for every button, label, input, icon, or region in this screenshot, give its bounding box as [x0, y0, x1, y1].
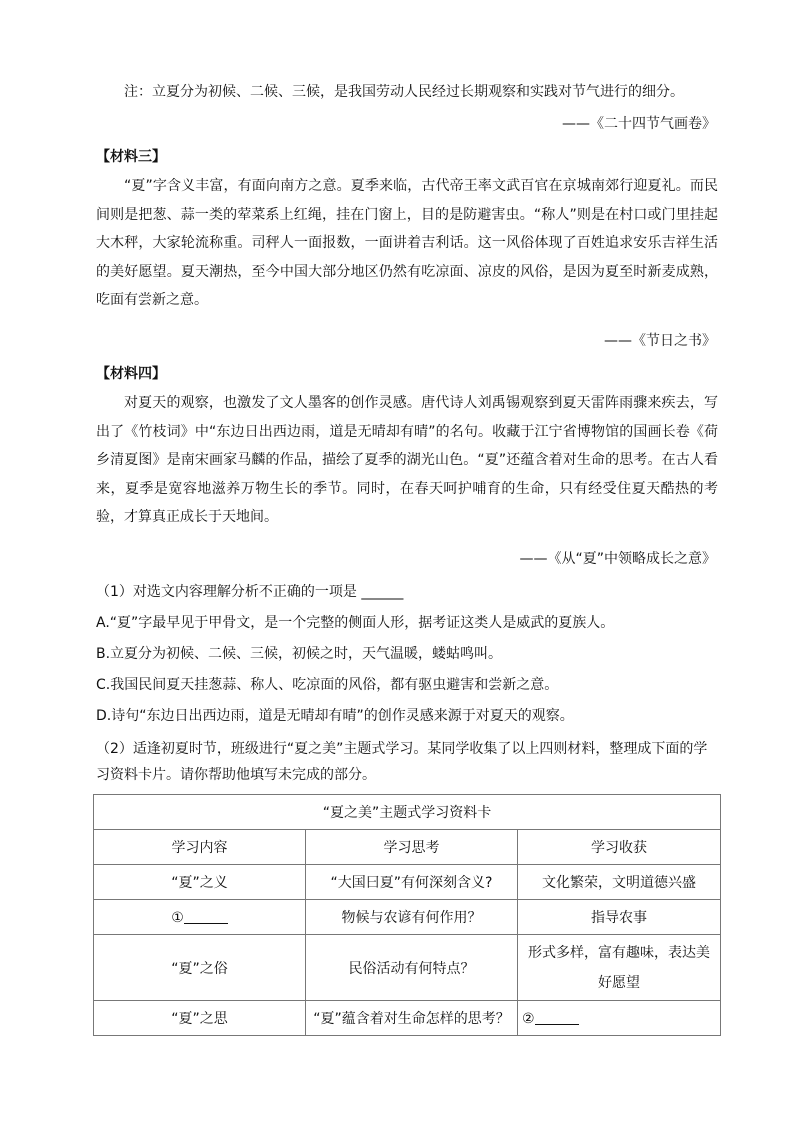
card-title: “夏之美”主题式学习资料卡: [94, 795, 721, 830]
cell-content: “夏”之俗: [94, 935, 306, 1001]
cell-thinking: 民俗活动有何特点？: [306, 935, 518, 1001]
study-card-table: [93, 794, 721, 1036]
question2-stem-line1: （2）适逢初夏时节，班级进行“夏之美”主题式学习。某同学收集了以上四则材料，整理成下面的学: [96, 741, 708, 757]
material4-heading: 【材料四】: [96, 366, 166, 382]
cell-gains-blank: [518, 1001, 721, 1036]
cell-content-blank: [94, 900, 306, 935]
material4-text: 对夏天的观察，也激发了文人墨客的创作灵感。唐代诗人刘禹锡观察到夏天雷阵雨骤来疾去，写出了《竹枝词》中“东边日出西边雨，道是无晴却有晴”的名句。收藏于江宁省博物馆的国画长卷《荷乡清夏图》是南宋画家马麟的作品，描绘了夏季的湖光山色。“夏”还蕴含着对生命的思考。在古人看来，夏季是宽容地滋养万物生长的季节。同时，在春天呵护哺育的生命，只有经受住夏天酷热的考验，才算真正成长于天地间。: [96, 395, 718, 526]
answer-blank-1[interactable]: [184, 909, 228, 924]
table-row: [94, 865, 721, 900]
material3-paragraph: [96, 172, 718, 315]
header-content: 学习内容: [94, 830, 306, 865]
material4-paragraph: [96, 389, 718, 532]
cell-content: “夏”之思: [94, 1001, 306, 1036]
header-gains: 学习收获: [518, 830, 721, 865]
card-header-row: [94, 830, 721, 865]
cell-thinking: 物候与农谚有何作用？: [306, 900, 518, 935]
table-row: [94, 1001, 721, 1036]
note-source: ——《二十四节气画卷》: [562, 116, 716, 132]
material3-text: “夏”字含义丰富，有面向南方之意。夏季来临，古代帝王率文武百官在京城南郊行迎夏礼。而民间则是把葱、蒜一类的荤菜系上红绳，挂在门窗上，目的是防避害虫。“称人”则是在村口或门里挂起大木秤，大家轮流称重。司秤人一面报数，一面讲着吉利话。这一风俗体现了百姓追求安乐吉祥生活的美好愿望。夏天潮热，至今中国大部分地区仍然有吃凉面、凉皮的风俗，是因为夏至时新麦成熟，吃面有尝新之意。: [96, 178, 718, 309]
question1-option-a: A.“夏”字最早见于甲骨文，是一个完整的侧面人形，据考证这类人是威武的夏族人。: [96, 615, 615, 631]
cell-thinking: “大国曰夏”有何深刻含义?: [306, 865, 518, 900]
header-thinking: 学习思考: [306, 830, 518, 865]
material3-source: ——《节日之书》: [604, 333, 716, 349]
material3-heading: 【材料三】: [96, 149, 166, 165]
material4-source: ——《从“夏”中领略成长之意》: [519, 551, 716, 567]
question1-option-d: D.诗句“东边日出西边雨，道是无晴却有晴”的创作灵感来源于对夏天的观察。: [96, 708, 574, 724]
note-text: 注：立夏分为初候、二候、三候，是我国劳动人民经过长期观察和实践对节气进行的细分。: [124, 84, 684, 100]
table-row: [94, 900, 721, 935]
table-row: [94, 935, 721, 1001]
cell-gains: 文化繁荣，文明道德兴盛: [518, 865, 721, 900]
cell-gains: 指导农事: [518, 900, 721, 935]
card-title-row: [94, 795, 721, 830]
answer-blank-2[interactable]: [535, 1010, 579, 1025]
blank-marker-2: ②: [522, 1010, 535, 1027]
blank-marker-1: ①: [171, 909, 184, 926]
cell-thinking: “夏”蕴含着对生命怎样的思考？: [306, 1001, 518, 1036]
question2-stem-line2: 习资料卡片。请你帮助他填写未完成的部分。: [96, 767, 376, 783]
question1-option-b: B.立夏分为初候、二候、三候，初候之时，天气温暖，蝼蛄鸣叫。: [96, 646, 503, 662]
cell-content: “夏”之义: [94, 865, 306, 900]
cell-gains: 形式多样，富有趣味，表达美好愿望: [518, 935, 721, 1001]
question1-option-c: C.我国民间夏天挂葱蒜、称人、吃凉面的风俗，都有驱虫避害和尝新之意。: [96, 677, 559, 693]
question1-stem: （1）对选文内容理解分析不正确的一项是 ______: [96, 584, 404, 600]
